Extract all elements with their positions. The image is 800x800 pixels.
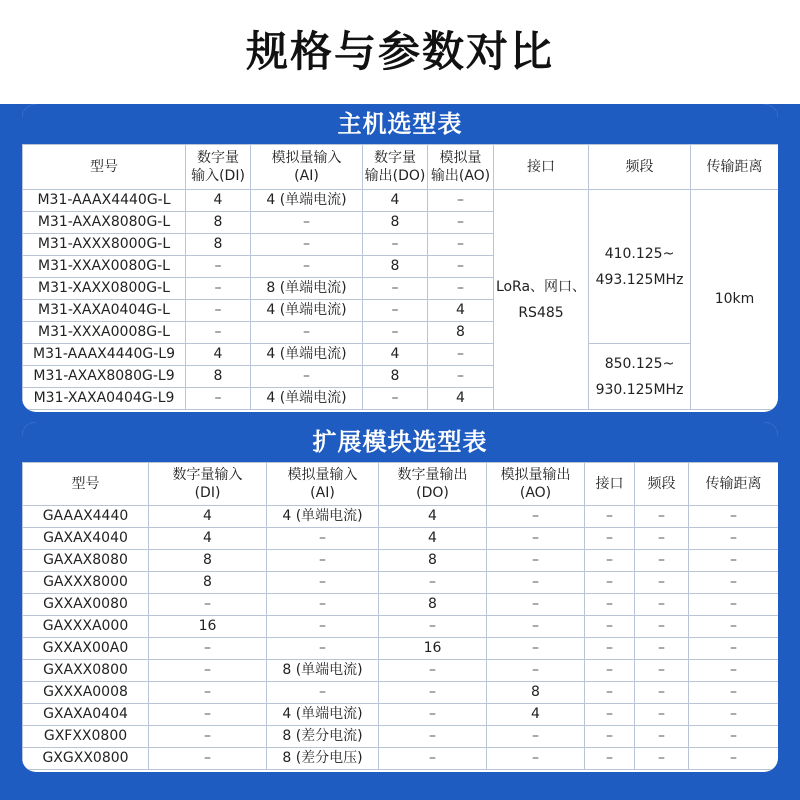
value-cell: – xyxy=(635,660,689,682)
model-cell: M31-AAAX4440G-L xyxy=(23,190,186,212)
header-cell-0: 型号 xyxy=(23,463,149,506)
header-cell-6: 频段 xyxy=(635,463,689,506)
value-cell: – xyxy=(585,638,635,660)
value-cell: – xyxy=(379,616,487,638)
value-cell: – xyxy=(251,234,363,256)
title-area xyxy=(0,0,800,104)
value-cell: – xyxy=(251,212,363,234)
value-cell: – xyxy=(487,506,585,528)
value-cell: – xyxy=(149,748,267,770)
value-cell: – xyxy=(585,572,635,594)
table-row xyxy=(23,638,779,660)
value-cell: 4 xyxy=(363,344,428,366)
value-cell: – xyxy=(635,748,689,770)
table-row xyxy=(23,190,779,212)
value-cell: – xyxy=(585,594,635,616)
table-row xyxy=(23,748,779,770)
value-cell: – xyxy=(635,572,689,594)
model-cell: M31-XXAX0080G-L xyxy=(23,256,186,278)
model-cell: M31-AXAX8080G-L xyxy=(23,212,186,234)
value-cell: 16 xyxy=(149,616,267,638)
value-cell: – xyxy=(635,506,689,528)
header-cell-3: 数字量输出 (DO) xyxy=(379,463,487,506)
value-cell: – xyxy=(487,550,585,572)
value-cell: 4 xyxy=(149,506,267,528)
value-cell: – xyxy=(186,388,251,410)
value-cell: – xyxy=(379,748,487,770)
value-cell: – xyxy=(585,704,635,726)
value-cell: 8 xyxy=(379,594,487,616)
value-cell: – xyxy=(585,506,635,528)
value-cell: 8 xyxy=(186,366,251,388)
value-cell: – xyxy=(363,278,428,300)
model-cell: GXXAX0080 xyxy=(23,594,149,616)
header-cell-5: 接口 xyxy=(494,145,589,190)
model-cell: GAXAX8080 xyxy=(23,550,149,572)
header-cell-7: 传输距离 xyxy=(689,463,779,506)
value-cell: – xyxy=(149,726,267,748)
value-cell: 4 xyxy=(487,704,585,726)
header-cell-0: 型号 xyxy=(23,145,186,190)
value-cell: – xyxy=(635,726,689,748)
host-selection-table xyxy=(22,144,778,410)
model-cell: M31-XAXA0404G-L xyxy=(23,300,186,322)
value-cell: 8 xyxy=(363,256,428,278)
extension-header-row xyxy=(23,463,779,506)
value-cell: – xyxy=(379,660,487,682)
value-cell: 4 (单端电流) xyxy=(251,300,363,322)
value-cell: – xyxy=(585,528,635,550)
value-cell: – xyxy=(251,256,363,278)
header-cell-2: 模拟量输入 (AI) xyxy=(251,145,363,190)
value-cell: 8 xyxy=(149,550,267,572)
value-cell: 4 xyxy=(379,528,487,550)
value-cell: – xyxy=(487,748,585,770)
table-row xyxy=(23,528,779,550)
table-row xyxy=(23,616,779,638)
model-cell: M31-XAXX0800G-L xyxy=(23,278,186,300)
model-cell: M31-XXXA0008G-L xyxy=(23,322,186,344)
value-cell: – xyxy=(149,704,267,726)
value-cell: – xyxy=(635,704,689,726)
header-cell-4: 模拟量 输出(AO) xyxy=(428,145,494,190)
header-cell-5: 接口 xyxy=(585,463,635,506)
model-cell: GXAXX0800 xyxy=(23,660,149,682)
value-cell: – xyxy=(428,256,494,278)
value-cell: – xyxy=(428,212,494,234)
value-cell: – xyxy=(186,278,251,300)
value-cell: 8 xyxy=(487,682,585,704)
value-cell: 4 (单端电流) xyxy=(251,388,363,410)
value-cell: – xyxy=(635,594,689,616)
value-cell: – xyxy=(363,322,428,344)
value-cell: 4 (单端电流) xyxy=(267,506,379,528)
value-cell: 8 xyxy=(363,212,428,234)
value-cell: – xyxy=(149,594,267,616)
table-row xyxy=(23,726,779,748)
table-row xyxy=(23,660,779,682)
value-cell: 8 (单端电流) xyxy=(267,660,379,682)
value-cell: 4 xyxy=(149,528,267,550)
header-cell-7: 传输距离 xyxy=(691,145,779,190)
value-cell: – xyxy=(585,726,635,748)
model-cell: GAXXX8000 xyxy=(23,572,149,594)
value-cell: – xyxy=(186,300,251,322)
band-cell: 850.125~ 930.125MHz xyxy=(589,344,691,410)
value-cell: 4 (单端电流) xyxy=(251,190,363,212)
model-cell: M31-AXAX8080G-L9 xyxy=(23,366,186,388)
value-cell: 8 xyxy=(428,322,494,344)
table-row xyxy=(23,704,779,726)
header-cell-2: 模拟量输入 (AI) xyxy=(267,463,379,506)
value-cell: – xyxy=(689,572,779,594)
value-cell: – xyxy=(487,726,585,748)
header-cell-1: 数字量 输入(DI) xyxy=(186,145,251,190)
table-row xyxy=(23,550,779,572)
header-cell-1: 数字量输入 (DI) xyxy=(149,463,267,506)
table-row xyxy=(23,344,779,366)
model-cell: GXFXX0800 xyxy=(23,726,149,748)
value-cell: – xyxy=(689,748,779,770)
value-cell: – xyxy=(689,528,779,550)
value-cell: – xyxy=(379,682,487,704)
value-cell: – xyxy=(689,704,779,726)
value-cell: 8 (差分电压) xyxy=(267,748,379,770)
model-cell: GAXXXA000 xyxy=(23,616,149,638)
value-cell: 4 xyxy=(428,300,494,322)
model-cell: GAXAX4040 xyxy=(23,528,149,550)
value-cell: – xyxy=(689,660,779,682)
extension-selection-table xyxy=(22,462,778,770)
value-cell: 4 (单端电流) xyxy=(267,704,379,726)
value-cell: – xyxy=(635,682,689,704)
interface-cell: LoRa、网口、 RS485 xyxy=(494,190,589,410)
host-header-row xyxy=(23,145,779,190)
model-cell: GXAXA0404 xyxy=(23,704,149,726)
value-cell: 8 xyxy=(186,234,251,256)
value-cell: – xyxy=(428,278,494,300)
value-cell: – xyxy=(267,528,379,550)
value-cell: – xyxy=(487,660,585,682)
model-cell: M31-AXXX8000G-L xyxy=(23,234,186,256)
value-cell: – xyxy=(585,748,635,770)
value-cell: 8 xyxy=(149,572,267,594)
value-cell: – xyxy=(251,322,363,344)
value-cell: 4 xyxy=(186,190,251,212)
value-cell: – xyxy=(267,616,379,638)
header-cell-4: 模拟量输出 (AO) xyxy=(487,463,585,506)
model-cell: GXXXA0008 xyxy=(23,682,149,704)
value-cell: – xyxy=(689,616,779,638)
value-cell: – xyxy=(149,638,267,660)
band-cell: 410.125~ 493.125MHz xyxy=(589,190,691,344)
value-cell: – xyxy=(267,572,379,594)
value-cell: – xyxy=(267,682,379,704)
value-cell: – xyxy=(689,726,779,748)
value-cell: – xyxy=(428,366,494,388)
value-cell: 4 (单端电流) xyxy=(251,344,363,366)
model-cell: M31-XAXA0404G-L9 xyxy=(23,388,186,410)
value-cell: – xyxy=(363,300,428,322)
value-cell: – xyxy=(267,594,379,616)
value-cell: – xyxy=(635,550,689,572)
value-cell: – xyxy=(363,388,428,410)
value-cell: – xyxy=(487,572,585,594)
value-cell: – xyxy=(487,528,585,550)
distance-cell: 10km xyxy=(691,190,779,410)
value-cell: – xyxy=(635,616,689,638)
value-cell: – xyxy=(186,256,251,278)
value-cell: – xyxy=(689,594,779,616)
value-cell: – xyxy=(585,550,635,572)
header-cell-3: 数字量 输出(DO) xyxy=(363,145,428,190)
extension-table-heading: 扩展模块选型表 xyxy=(22,422,778,462)
value-cell: – xyxy=(689,638,779,660)
value-cell: – xyxy=(487,594,585,616)
value-cell: 16 xyxy=(379,638,487,660)
table-row xyxy=(23,572,779,594)
host-selection-panel xyxy=(22,104,778,412)
value-cell: – xyxy=(186,322,251,344)
value-cell: – xyxy=(267,638,379,660)
value-cell: – xyxy=(363,234,428,256)
value-cell: – xyxy=(428,344,494,366)
value-cell: – xyxy=(487,638,585,660)
value-cell: – xyxy=(585,660,635,682)
value-cell: – xyxy=(487,616,585,638)
value-cell: 8 (单端电流) xyxy=(251,278,363,300)
value-cell: – xyxy=(585,682,635,704)
value-cell: 4 xyxy=(379,506,487,528)
model-cell: GXXAX00A0 xyxy=(23,638,149,660)
value-cell: 4 xyxy=(186,344,251,366)
value-cell: 8 (差分电流) xyxy=(267,726,379,748)
model-cell: GAAAX4440 xyxy=(23,506,149,528)
value-cell: 8 xyxy=(186,212,251,234)
value-cell: 8 xyxy=(379,550,487,572)
host-table-heading: 主机选型表 xyxy=(22,104,778,144)
value-cell: – xyxy=(149,682,267,704)
extension-selection-panel xyxy=(22,422,778,772)
value-cell: – xyxy=(585,616,635,638)
value-cell: – xyxy=(379,726,487,748)
value-cell: – xyxy=(251,366,363,388)
value-cell: – xyxy=(149,660,267,682)
page-title: 规格与参数对比 xyxy=(245,27,554,76)
table-row xyxy=(23,506,779,528)
value-cell: – xyxy=(428,234,494,256)
model-cell: GXGXX0800 xyxy=(23,748,149,770)
model-cell: M31-AAAX4440G-L9 xyxy=(23,344,186,366)
value-cell: – xyxy=(267,550,379,572)
value-cell: – xyxy=(689,550,779,572)
table-row xyxy=(23,682,779,704)
value-cell: – xyxy=(635,638,689,660)
value-cell: – xyxy=(689,506,779,528)
value-cell: – xyxy=(428,190,494,212)
value-cell: 4 xyxy=(363,190,428,212)
header-cell-6: 频段 xyxy=(589,145,691,190)
value-cell: – xyxy=(689,682,779,704)
value-cell: – xyxy=(379,704,487,726)
value-cell: 4 xyxy=(428,388,494,410)
value-cell: 8 xyxy=(363,366,428,388)
value-cell: – xyxy=(379,572,487,594)
value-cell: – xyxy=(635,528,689,550)
table-row xyxy=(23,594,779,616)
